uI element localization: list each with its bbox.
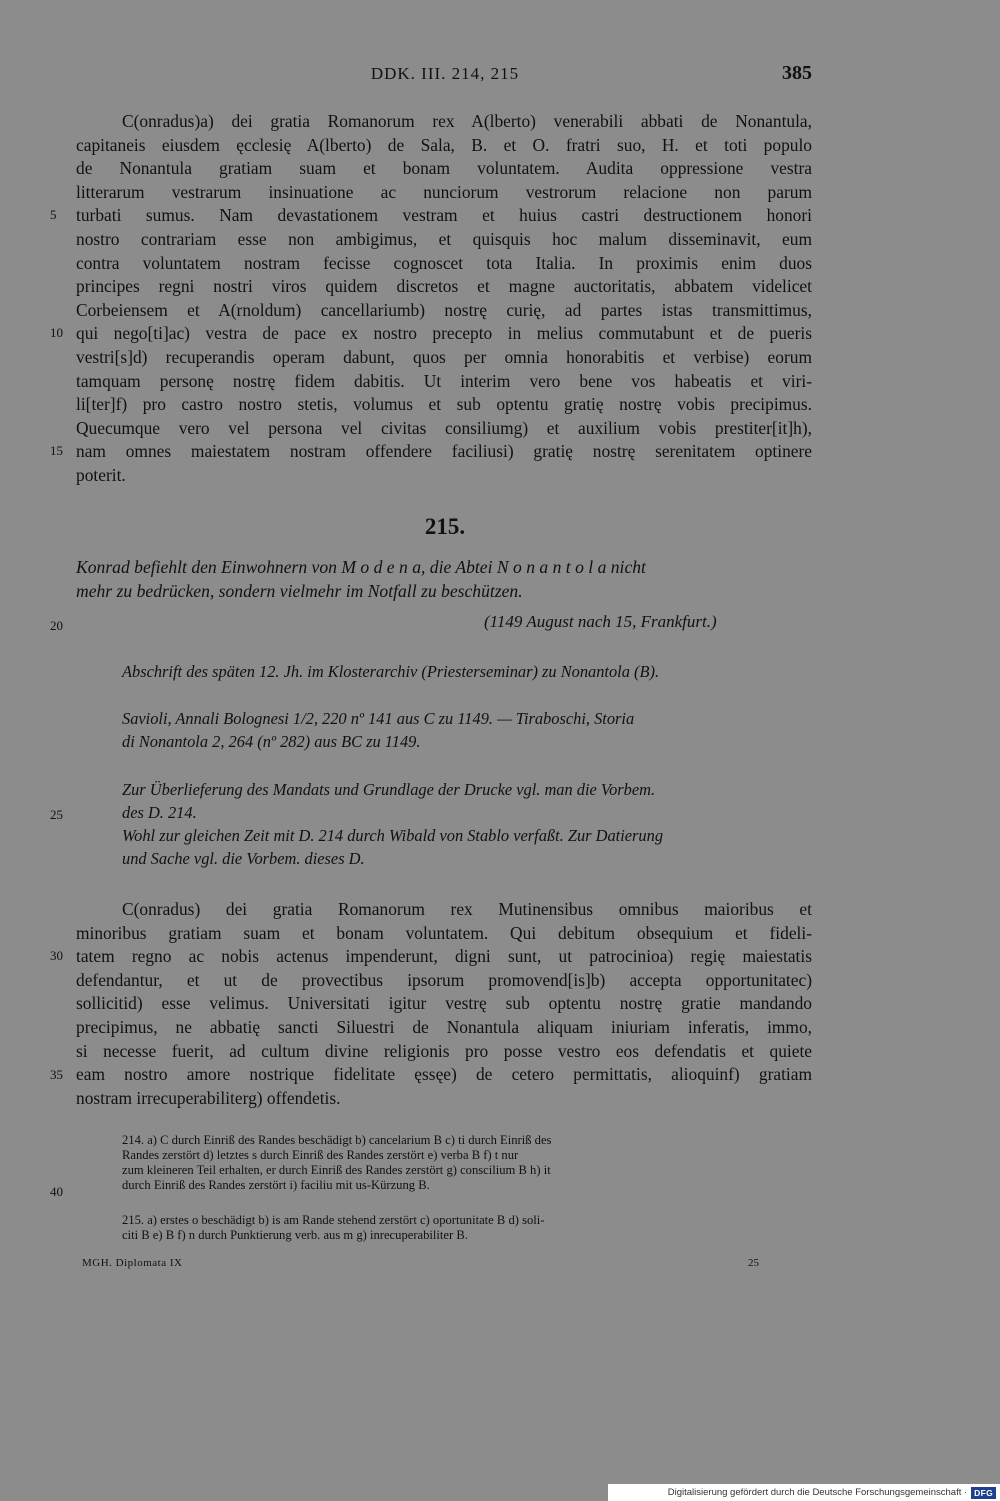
text-line: turbati sumus. Nam devastationem vestram et huius castri destructionem honori xyxy=(76,205,812,226)
line-number: 25 xyxy=(50,807,63,822)
line-number: 40 xyxy=(50,1184,63,1199)
text-line: li[ter]f) pro castro nostro stetis, volumus et sub optentu gratię nostrę vobis precipimus. xyxy=(76,394,812,415)
text-line: C(onradus) dei gratia Romanorum rex Mutinensibus omnibus maioribus et xyxy=(122,899,812,919)
editions-line: Savioli, Annali Bolognesi 1/2, 220 nº 141 aus C zu 1149. — Tiraboschi, Storia xyxy=(122,709,635,728)
line-number: 10 xyxy=(50,325,63,340)
text-line: defendantur, et ut de provectibus ipsorum promovend[is]b) accepta opportunitatec) xyxy=(76,969,812,990)
remarks-line: und Sache vgl. die Vorbem. dieses D. xyxy=(122,849,365,868)
editions-note xyxy=(122,707,812,753)
text-line: qui nego[ti]ac) vestra de pace ex nostro precepto in melius commutabunt et de pueris xyxy=(76,323,812,344)
text-line: de Nonantula gratiam suam et bonam voluntatem. Audita oppressione vestra xyxy=(76,158,812,179)
text-line: nostram irrecuperabiliterg) offendetis. xyxy=(76,1087,341,1108)
remarks-line: des D. 214. xyxy=(122,803,197,822)
text-line: tamquam personę nostrę fidem dabitis. Ut interim vero bene vos habeatis et viri- xyxy=(76,370,812,391)
line-number: 35 xyxy=(50,1067,63,1082)
source-note xyxy=(122,660,812,683)
signature-left: MGH. Diplomata IX xyxy=(82,1257,183,1269)
date-place: (1149 August nach 15, Frankfurt.) xyxy=(484,612,717,631)
text-line: si necesse fuerit, ad cultum divine religionis pro posse vestro eos defendatis et quiete xyxy=(76,1040,812,1061)
text-line: nam omnes maiestatem nostram offendere faciliusi) gratię nostrę serenitatem optinere xyxy=(76,441,812,462)
text-line: minoribus gratiam suam et bonam voluntatem. Qui debitum obsequium et fideli- xyxy=(76,922,812,943)
text-line: precipimus, ne abbatię sancti Siluestri de Nonantula aliquam iniuriam inferatis, immo, xyxy=(76,1016,812,1037)
text-line: litterarum vestrarum insinuatione ac nunciorum vestrorum relacione non parum xyxy=(76,181,812,202)
dfg-banner-text: Digitalisierung gefördert durch die Deutsche Forschungsgemeinschaft · xyxy=(667,1487,968,1498)
remarks-line: Zur Überlieferung des Mandats und Grundlage der Drucke vgl. man die Vorbem. xyxy=(122,780,656,799)
editions-line: di Nonantola 2, 264 (nº 282) aus BC zu 1149. xyxy=(122,732,421,751)
dfg-logo-icon: DFG xyxy=(971,1487,996,1499)
text-line: vestri[s]d) recuperandis operam dabunt, quos per omnia honorabitis et verbise) eorum xyxy=(76,346,812,367)
summary-line: mehr zu bedrücken, sondern vielmehr im Notfall zu beschützen. xyxy=(76,581,523,601)
doc215-summary xyxy=(76,555,812,603)
text-line: capitaneis eiusdem ęcclesię A(lberto) de Sala, B. et O. fratri suo, H. et toti populo xyxy=(76,134,812,155)
page-number: 385 xyxy=(782,62,812,84)
source-line: Abschrift des späten 12. Jh. im Klosterarchiv (Priesterseminar) zu Nonantola (B). xyxy=(122,662,660,681)
footnote-line: citi B e) B f) n durch Punktierung verb. aus m g) inrecuperabiliter B. xyxy=(122,1228,468,1242)
doc215-body xyxy=(76,898,812,1110)
text-line: sollicitid) esse velimus. Universitati igitur vestrę sub optentu nostrę gratie mandando xyxy=(76,993,812,1014)
footnote-line: 215. a) erstes o beschädigt b) is am Rande stehend zerstört c) oportunitate B d) soli- xyxy=(122,1213,545,1227)
text-line: Corbeiensem et A(rnoldum) cancellariumb) nostrę curię, ad partes istas transmittimus, xyxy=(76,299,812,320)
text-line: principes regni nostri viros quidem discretos et magne auctoritatis, abbatem videlicet xyxy=(76,276,812,297)
text-line: poterit. xyxy=(76,464,126,485)
footnote-line: durch Einriß des Randes zerstört i) faciliu mit us-Kürzung B. xyxy=(122,1178,430,1192)
footnote-line: zum kleineren Teil erhalten, er durch Einriß des Randes zerstört g) conscilium B h) it xyxy=(122,1163,551,1177)
running-header-title: DDK. III. 214, 215 xyxy=(370,64,520,83)
remarks-line: Wohl zur gleichen Zeit mit D. 214 durch Wibald von Stablo verfaßt. Zur Datierung xyxy=(122,826,664,845)
footnote-line: Randes zerstört d) letztes s durch Einriß des Randes zerstört e) verba B f) t nur xyxy=(122,1148,519,1162)
footnotes-214 xyxy=(122,1133,812,1193)
text-line: eam nostro amore nostrique fidelitate ęssęe) de cetero permittatis, alioquinf) gratiam xyxy=(76,1064,812,1085)
footnotes-215 xyxy=(122,1213,812,1243)
signature-right: 25 xyxy=(748,1257,759,1269)
remarks-note xyxy=(122,778,812,870)
doc215-number: 215. xyxy=(424,514,466,539)
text-line: contra voluntatem nostram fecisse cognoscet tota Italia. In proximis enim duos xyxy=(76,252,812,273)
line-number: 15 xyxy=(50,443,63,458)
text-line: nostro contrariam esse non ambigimus, et quisquis hoc malum disseminavit, eum xyxy=(76,228,812,249)
line-number: 20 xyxy=(50,618,63,633)
text-line: Quecumque vero vel persona vel civitas consiliumg) et auxilium vobis prestiter[it]h), xyxy=(76,417,812,438)
footnote-line: 214. a) C durch Einriß des Randes beschädigt b) cancelarium B c) ti durch Einriß des xyxy=(122,1133,552,1147)
line-number: 5 xyxy=(50,207,57,222)
dfg-banner xyxy=(608,1484,1000,1501)
text-line: C(onradus)a) dei gratia Romanorum rex A(lberto) venerabili abbati de Nonantula, xyxy=(122,111,812,131)
summary-line: Konrad befiehlt den Einwohnern von M o d e n a, die Abtei N o n a n t o l a nicht xyxy=(76,557,646,577)
text-line: tatem regno ac nobis actenus impenderunt, digni sunt, ut patrocinioa) regię maiestatis xyxy=(76,946,812,967)
line-number: 30 xyxy=(50,948,63,963)
doc214-body xyxy=(76,110,812,488)
